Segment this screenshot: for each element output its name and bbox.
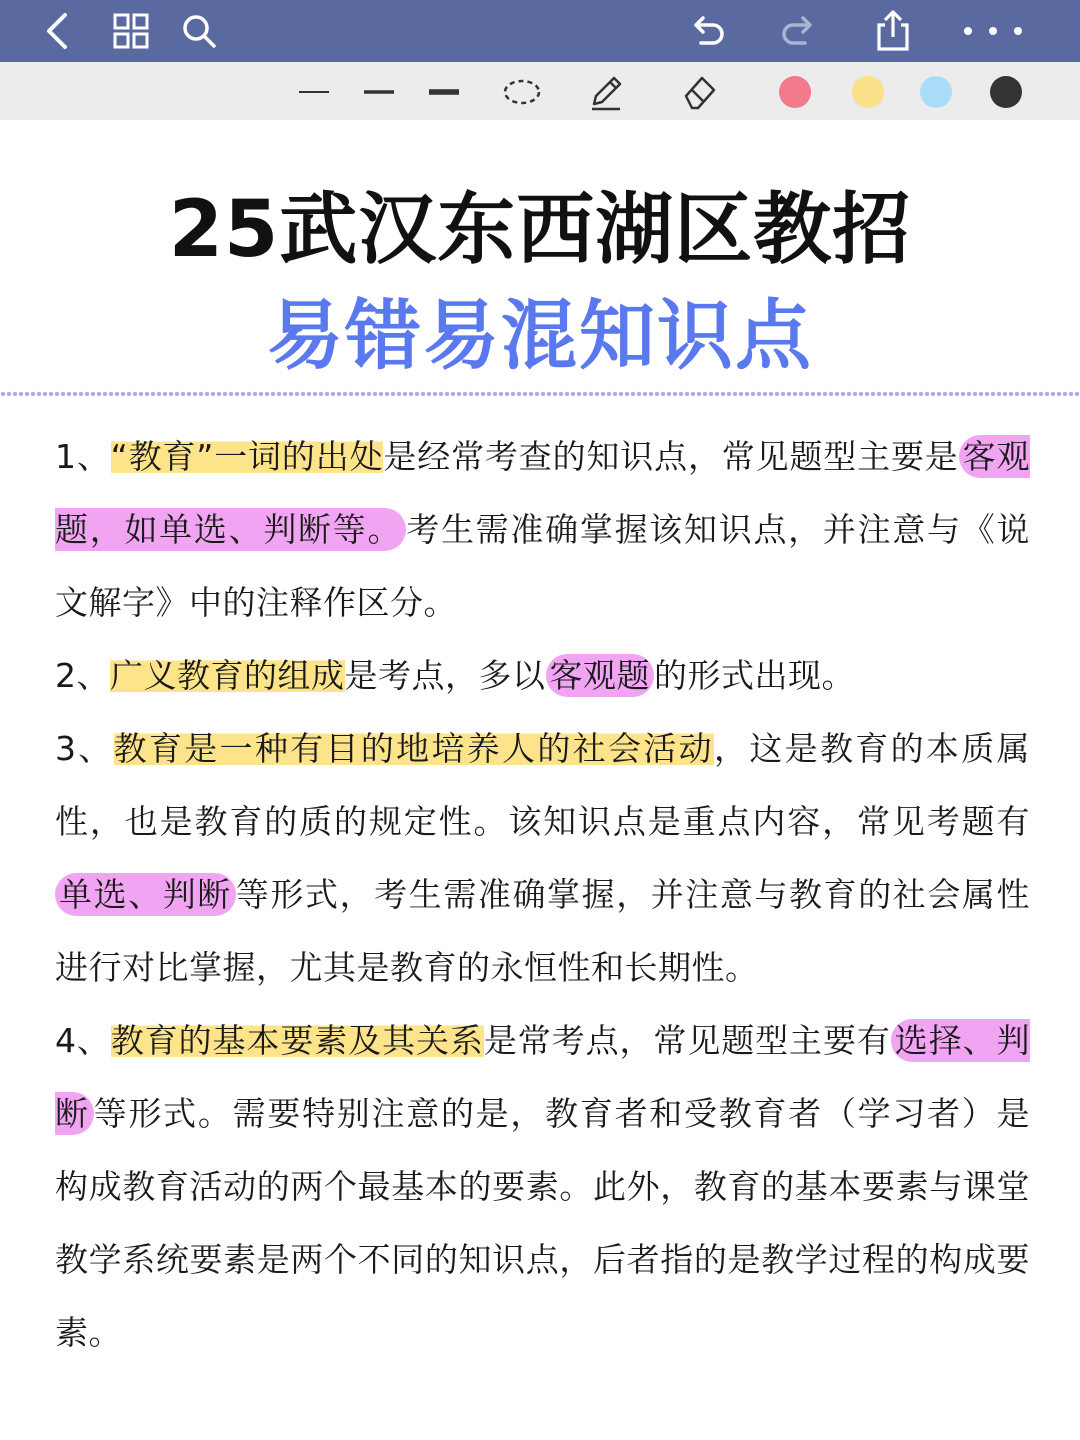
grid-icon (112, 12, 150, 50)
lasso-tool[interactable] (500, 70, 544, 114)
share-icon (873, 9, 913, 53)
knowledge-item-3 (55, 712, 1030, 1004)
medium-line-icon (362, 87, 396, 97)
note-body (55, 420, 1030, 1369)
redo-button[interactable] (774, 6, 824, 56)
knowledge-item-2 (55, 639, 1030, 712)
color-black-swatch[interactable] (984, 70, 1028, 114)
lasso-icon (502, 77, 542, 107)
eraser-tool[interactable] (678, 70, 722, 114)
text-segment: 是经常考查的知识点，常见题型主要是 (383, 437, 959, 476)
thin-line-tool[interactable] (292, 70, 336, 114)
grid-button[interactable] (106, 6, 156, 56)
more-button[interactable] (960, 6, 1026, 56)
search-icon (180, 12, 218, 50)
text-segment: 等形式，考生需准确掌握，并注意与教育的社会属性进行对比掌握，尤其是教育的永恒性和长期性。 (55, 875, 1031, 987)
pink-highlight: 选择、判断 (55, 1021, 1031, 1133)
color-dot (779, 76, 811, 108)
thick-line-tool[interactable] (422, 70, 466, 114)
back-icon (41, 11, 73, 51)
page-title: 25武汉东西湖区教招 (168, 185, 912, 275)
more-icon (960, 21, 1026, 41)
text-segment: 4、 (55, 1021, 111, 1060)
yellow-highlight: 教育的基本要素及其关系 (110, 1021, 484, 1060)
color-red-swatch[interactable] (773, 70, 817, 114)
pencil-icon (586, 72, 626, 112)
undo-button[interactable] (682, 6, 732, 56)
color-dot (920, 76, 952, 108)
dotted-divider (0, 390, 1080, 398)
top-app-bar (0, 0, 1080, 62)
drawing-toolbar (0, 62, 1080, 120)
text-segment: 1、 (55, 437, 111, 476)
color-dot (990, 76, 1022, 108)
search-button[interactable] (174, 6, 224, 56)
color-dot (852, 76, 884, 108)
text-segment: ，这是教育的本质属性，也是教育的质的规定性。该知识点是重点内容，常见考题有 (55, 729, 1031, 841)
pink-highlight: 客观题，如单选、判断等。 (55, 437, 1030, 549)
knowledge-item-4 (55, 1004, 1030, 1369)
pencil-tool[interactable] (584, 70, 628, 114)
eraser-icon (680, 72, 720, 112)
text-segment: 的形式出现。 (654, 656, 855, 695)
yellow-highlight: 教育是一种有目的地培养人的社会活动 (113, 729, 714, 768)
back-button[interactable] (32, 6, 82, 56)
redo-icon (779, 11, 819, 51)
color-blue-swatch[interactable] (914, 70, 958, 114)
text-segment: 考生需准确掌握该知识点，并注意与《说文解字》中的注释作区分。 (55, 510, 1031, 622)
thin-line-icon (297, 87, 331, 97)
knowledge-item-1 (55, 420, 1030, 639)
text-segment: 是考点，多以 (344, 656, 546, 695)
pink-highlight: 单选、判断 (55, 873, 236, 916)
text-segment: 等形式。需要特别注意的是，教育者和受教育者（学习者）是构成教育活动的两个最基本的要素。此外，教育的基本要素与课堂教学系统要素是两个不同的知识点，后者指的是教学过程的构成要素。 (55, 1094, 1031, 1352)
text-segment: 是常考点，常见题型主要有 (483, 1021, 891, 1060)
yellow-highlight: “教育”一词的出处 (110, 437, 384, 476)
color-yellow-swatch[interactable] (846, 70, 890, 114)
text-segment: 3、 (55, 729, 114, 768)
thick-line-icon (427, 87, 461, 97)
undo-icon (687, 11, 727, 51)
page-subtitle: 易错易混知识点 (267, 291, 813, 380)
share-button[interactable] (868, 6, 918, 56)
yellow-highlight: 广义教育的组成 (110, 656, 345, 695)
medium-line-tool[interactable] (357, 70, 401, 114)
text-segment: 2、 (55, 656, 110, 695)
pink-highlight: 客观题 (546, 654, 655, 697)
